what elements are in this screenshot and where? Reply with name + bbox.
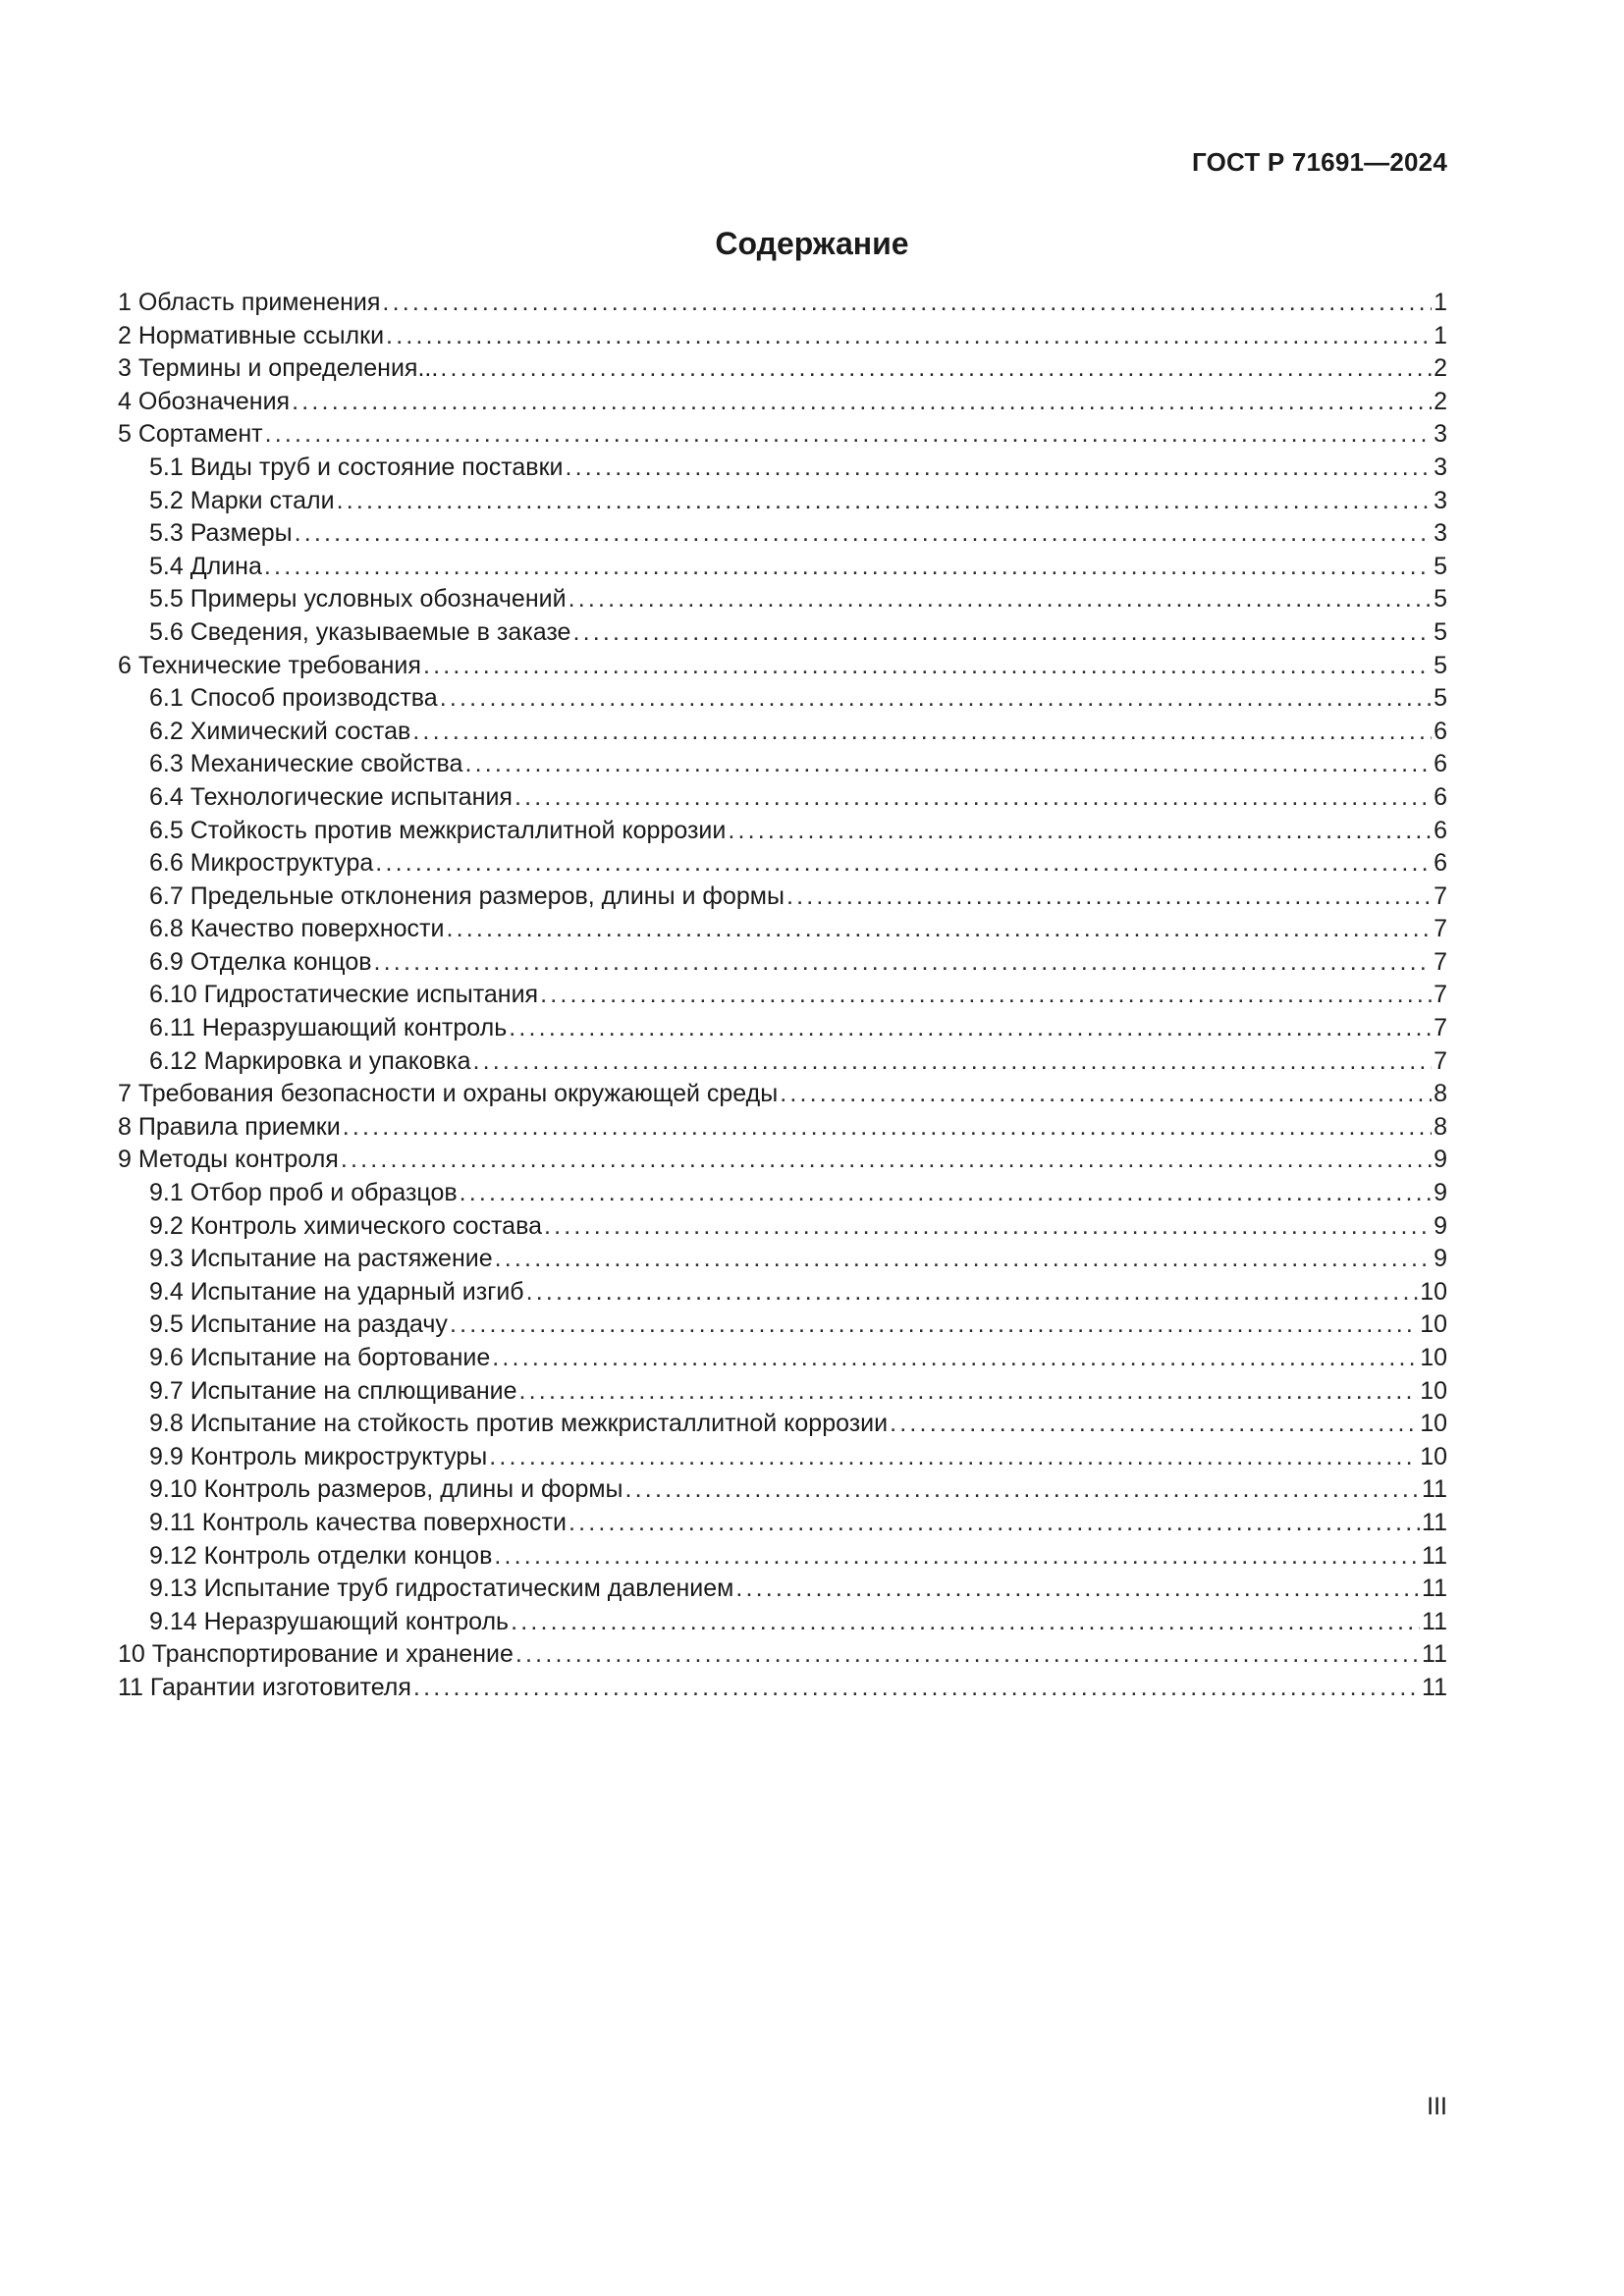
dot-leader	[413, 1672, 1420, 1705]
toc-entry[interactable]	[118, 650, 1447, 683]
dot-leader	[568, 1507, 1420, 1540]
toc-entry-page: 10	[1420, 1344, 1447, 1371]
toc-entry[interactable]	[118, 616, 1447, 650]
toc-entry-page: 8	[1434, 1080, 1447, 1108]
dot-leader	[446, 913, 1432, 946]
toc-entry-page: 9	[1434, 1146, 1447, 1174]
toc-entry[interactable]	[118, 1012, 1447, 1045]
toc-entry-label: 9.8 Испытание на стойкость против межкристаллитной коррозии	[149, 1410, 889, 1438]
toc-entry[interactable]	[118, 847, 1447, 881]
toc-entry-label: 9.12 Контроль отделки концов	[149, 1541, 493, 1570]
toc-entry[interactable]	[118, 716, 1447, 749]
toc-entry[interactable]	[118, 946, 1447, 980]
toc-entry-page: 6	[1434, 782, 1447, 811]
dot-leader	[343, 1111, 1432, 1145]
dot-leader	[264, 551, 1432, 584]
toc-entry-page: 3	[1434, 519, 1447, 548]
toc-entry[interactable]	[118, 452, 1447, 485]
toc-entry[interactable]	[118, 1638, 1447, 1672]
dot-leader	[495, 1243, 1432, 1276]
toc-entry-page: 6	[1434, 816, 1447, 844]
toc-entry-label: 5 Сортамент	[118, 420, 263, 449]
toc-entry[interactable]	[118, 1672, 1447, 1705]
dot-leader	[440, 682, 1432, 716]
toc-entry-label: 9.13 Испытание труб гидростатическим давлением	[149, 1575, 734, 1603]
toc-entry[interactable]	[118, 1606, 1447, 1639]
dot-leader	[265, 418, 1433, 452]
toc-entry-label: 2 Нормативные ссылки	[118, 321, 385, 349]
dot-leader	[440, 352, 1432, 386]
toc-entry[interactable]	[118, 1078, 1447, 1111]
toc-entry-label: 6.3 Механические свойства	[149, 750, 463, 778]
toc-entry[interactable]	[118, 1308, 1447, 1342]
toc-entry[interactable]	[118, 1243, 1447, 1276]
toc-entry-page: 6	[1434, 750, 1447, 778]
dot-leader	[374, 946, 1433, 980]
dot-leader	[492, 1342, 1418, 1375]
toc-entry[interactable]	[118, 1473, 1447, 1507]
toc-entry-label: 9.7 Испытание на сплющивание	[149, 1376, 517, 1405]
dot-leader	[341, 1144, 1432, 1177]
toc-entry-page: 8	[1434, 1112, 1447, 1141]
toc-entry-page: 10	[1420, 1310, 1447, 1339]
dot-leader	[509, 1012, 1432, 1045]
toc-entry-label: 10 Транспортирование и хранение	[118, 1640, 514, 1669]
dot-leader	[386, 320, 1432, 353]
toc-entry-page: 1	[1434, 289, 1447, 316]
toc-entry-label: 5.2 Марки стали	[149, 486, 335, 514]
dot-leader	[625, 1473, 1421, 1507]
toc-entry[interactable]	[118, 1507, 1447, 1540]
toc-entry[interactable]	[118, 815, 1447, 848]
toc-entry-label: 9.9 Контроль микроструктуры	[149, 1442, 488, 1470]
toc-entry-page: 2	[1434, 354, 1447, 383]
toc-entry-label: 9.4 Испытание на ударный изгиб	[149, 1277, 524, 1306]
table-of-contents	[118, 287, 1447, 1705]
toc-entry-page: 11	[1422, 1508, 1447, 1536]
toc-entry-page: 7	[1434, 915, 1447, 943]
toc-entry[interactable]	[118, 1144, 1447, 1177]
toc-entry-label: 5.1 Виды труб и состояние поставки	[149, 453, 564, 481]
toc-entry-page: 3	[1434, 420, 1447, 449]
dot-leader	[460, 1177, 1432, 1210]
toc-entry[interactable]	[118, 1342, 1447, 1375]
dot-leader	[526, 1276, 1419, 1309]
toc-entry-label: 9.5 Испытание на раздачу	[149, 1310, 448, 1339]
toc-entry-page: 7	[1434, 881, 1447, 910]
toc-entry-label: 5.6 Сведения, указываемые в заказе	[149, 617, 571, 646]
dot-leader	[780, 1078, 1432, 1111]
dot-leader	[473, 1045, 1433, 1079]
toc-entry-label: 9.10 Контроль размеров, длины и формы	[149, 1475, 623, 1504]
toc-entry-label: 6.12 Маркировка и упаковка	[149, 1046, 471, 1075]
dot-leader	[540, 979, 1432, 1012]
toc-entry-label: 9.11 Контроль качества поверхности	[149, 1508, 567, 1536]
dot-leader	[544, 1210, 1432, 1244]
toc-entry-label: 5.4 Длина	[149, 552, 262, 580]
toc-entry-page: 6	[1434, 717, 1447, 745]
dot-leader	[568, 583, 1433, 616]
toc-entry[interactable]	[118, 517, 1447, 551]
toc-entry[interactable]	[118, 1276, 1447, 1309]
dot-leader	[489, 1441, 1418, 1474]
toc-entry-page: 5	[1434, 651, 1447, 679]
toc-entry[interactable]	[118, 320, 1447, 353]
dot-leader	[337, 485, 1433, 518]
toc-entry-page: 9	[1434, 1211, 1447, 1240]
toc-entry[interactable]	[118, 386, 1447, 419]
dot-leader	[515, 1638, 1420, 1672]
toc-entry[interactable]	[118, 1573, 1447, 1606]
toc-entry-label: 6.9 Отделка концов	[149, 947, 372, 976]
toc-entry-label: 6 Технические требования	[118, 651, 421, 679]
dot-leader	[375, 847, 1432, 881]
toc-entry-page: 11	[1422, 1541, 1447, 1570]
dot-leader	[511, 1606, 1420, 1639]
toc-entry-label: 9.6 Испытание на бортование	[149, 1344, 491, 1371]
toc-entry-label: 6.10 Гидростатические испытания	[149, 981, 539, 1009]
toc-entry-page: 5	[1434, 585, 1447, 614]
toc-entry-page: 11	[1422, 1575, 1447, 1603]
toc-entry-label: 5.3 Размеры	[149, 519, 293, 548]
dot-leader	[786, 881, 1432, 914]
dot-leader	[382, 287, 1432, 320]
toc-entry-label: 3 Термины и определения...	[118, 354, 439, 383]
toc-entry[interactable]	[118, 1177, 1447, 1210]
toc-entry[interactable]	[118, 1540, 1447, 1574]
toc-entry-label: 9.2 Контроль химического состава	[149, 1211, 542, 1240]
toc-entry-page: 7	[1434, 947, 1447, 976]
toc-entry[interactable]	[118, 551, 1447, 584]
toc-entry-label: 6.6 Микроструктура	[149, 849, 374, 878]
toc-entry[interactable]	[118, 1111, 1447, 1145]
toc-title: Содержание	[715, 226, 909, 261]
toc-entry-page: 7	[1434, 981, 1447, 1009]
dot-leader	[890, 1408, 1418, 1441]
toc-entry-label: 9.1 Отбор проб и образцов	[149, 1179, 458, 1207]
toc-entry[interactable]	[118, 881, 1447, 914]
toc-entry-page: 3	[1434, 453, 1447, 481]
dot-leader	[412, 716, 1432, 749]
toc-entry-label: 6.2 Химический состав	[149, 717, 411, 745]
toc-entry[interactable]	[118, 748, 1447, 781]
toc-entry-label: 9.14 Неразрушающий контроль	[149, 1607, 510, 1635]
toc-entry-page: 6	[1434, 849, 1447, 878]
toc-entry-label: 6.7 Предельные отклонения размеров, длины и формы	[149, 881, 785, 910]
dot-leader	[423, 650, 1432, 683]
toc-entry-label: 6.11 Неразрушающий контроль	[149, 1014, 508, 1042]
page-number: III	[1427, 2093, 1447, 2120]
toc-entry-label: 6.8 Качество поверхности	[149, 915, 445, 943]
dot-leader	[494, 1540, 1420, 1574]
toc-entry-page: 9	[1434, 1179, 1447, 1207]
dot-leader	[735, 1573, 1420, 1606]
toc-entry-label: 11 Гарантии изготовителя	[118, 1673, 411, 1701]
toc-entry[interactable]	[118, 352, 1447, 386]
standard-code: ГОСТ Р 71691—2024	[1192, 147, 1447, 177]
dot-leader	[295, 517, 1433, 551]
toc-entry-page: 10	[1420, 1410, 1447, 1438]
toc-entry-page: 2	[1434, 387, 1447, 415]
toc-entry[interactable]	[118, 913, 1447, 946]
toc-entry-page: 9	[1434, 1245, 1447, 1273]
toc-entry-page: 5	[1434, 552, 1447, 580]
toc-entry-label: 6.1 Способ производства	[149, 684, 438, 713]
toc-entry-page: 11	[1422, 1475, 1447, 1504]
toc-entry[interactable]	[118, 979, 1447, 1012]
dot-leader	[514, 781, 1432, 815]
toc-entry-page: 7	[1434, 1014, 1447, 1042]
toc-entry[interactable]	[118, 1375, 1447, 1409]
toc-entry[interactable]	[118, 1045, 1447, 1079]
toc-entry-page: 3	[1434, 486, 1447, 514]
toc-entry-label: 9 Методы контроля	[118, 1146, 339, 1174]
toc-entry[interactable]	[118, 1408, 1447, 1441]
toc-entry-label: 6.5 Стойкость против межкристаллитной коррозии	[149, 816, 727, 844]
toc-entry-label: 1 Область применения	[118, 289, 381, 316]
toc-entry[interactable]	[118, 418, 1447, 452]
toc-entry-label: 9.3 Испытание на растяжение	[149, 1245, 493, 1273]
dot-leader	[292, 386, 1432, 419]
toc-entry-page: 5	[1434, 684, 1447, 713]
dot-leader	[728, 815, 1432, 848]
toc-entry[interactable]	[118, 583, 1447, 616]
toc-entry-label: 8 Правила приемки	[118, 1112, 341, 1141]
toc-entry[interactable]	[118, 1441, 1447, 1474]
toc-entry-page: 7	[1434, 1046, 1447, 1075]
dot-leader	[565, 452, 1432, 485]
toc-entry-page: 10	[1420, 1442, 1447, 1470]
toc-entry-page: 1	[1434, 321, 1447, 349]
toc-entry-page: 11	[1422, 1607, 1447, 1635]
toc-entry-page: 10	[1420, 1277, 1447, 1306]
toc-entry[interactable]	[118, 781, 1447, 815]
toc-entry-page: 10	[1420, 1376, 1447, 1405]
dot-leader	[572, 616, 1432, 650]
toc-entry-label: 6.4 Технологические испытания	[149, 782, 513, 811]
dot-leader	[464, 748, 1432, 781]
toc-entry-label: 4 Обозначения	[118, 387, 291, 415]
dot-leader	[450, 1308, 1418, 1342]
toc-entry-page: 11	[1422, 1673, 1447, 1701]
toc-entry-page: 11	[1422, 1640, 1447, 1669]
toc-entry-label: 5.5 Примеры условных обозначений	[149, 585, 567, 614]
dot-leader	[519, 1375, 1419, 1409]
toc-entry-page: 5	[1434, 617, 1447, 646]
toc-entry[interactable]	[118, 485, 1447, 518]
toc-entry-label: 7 Требования безопасности и охраны окружающей среды	[118, 1080, 779, 1108]
toc-entry[interactable]	[118, 682, 1447, 716]
toc-entry[interactable]	[118, 287, 1447, 320]
toc-entry[interactable]	[118, 1210, 1447, 1244]
